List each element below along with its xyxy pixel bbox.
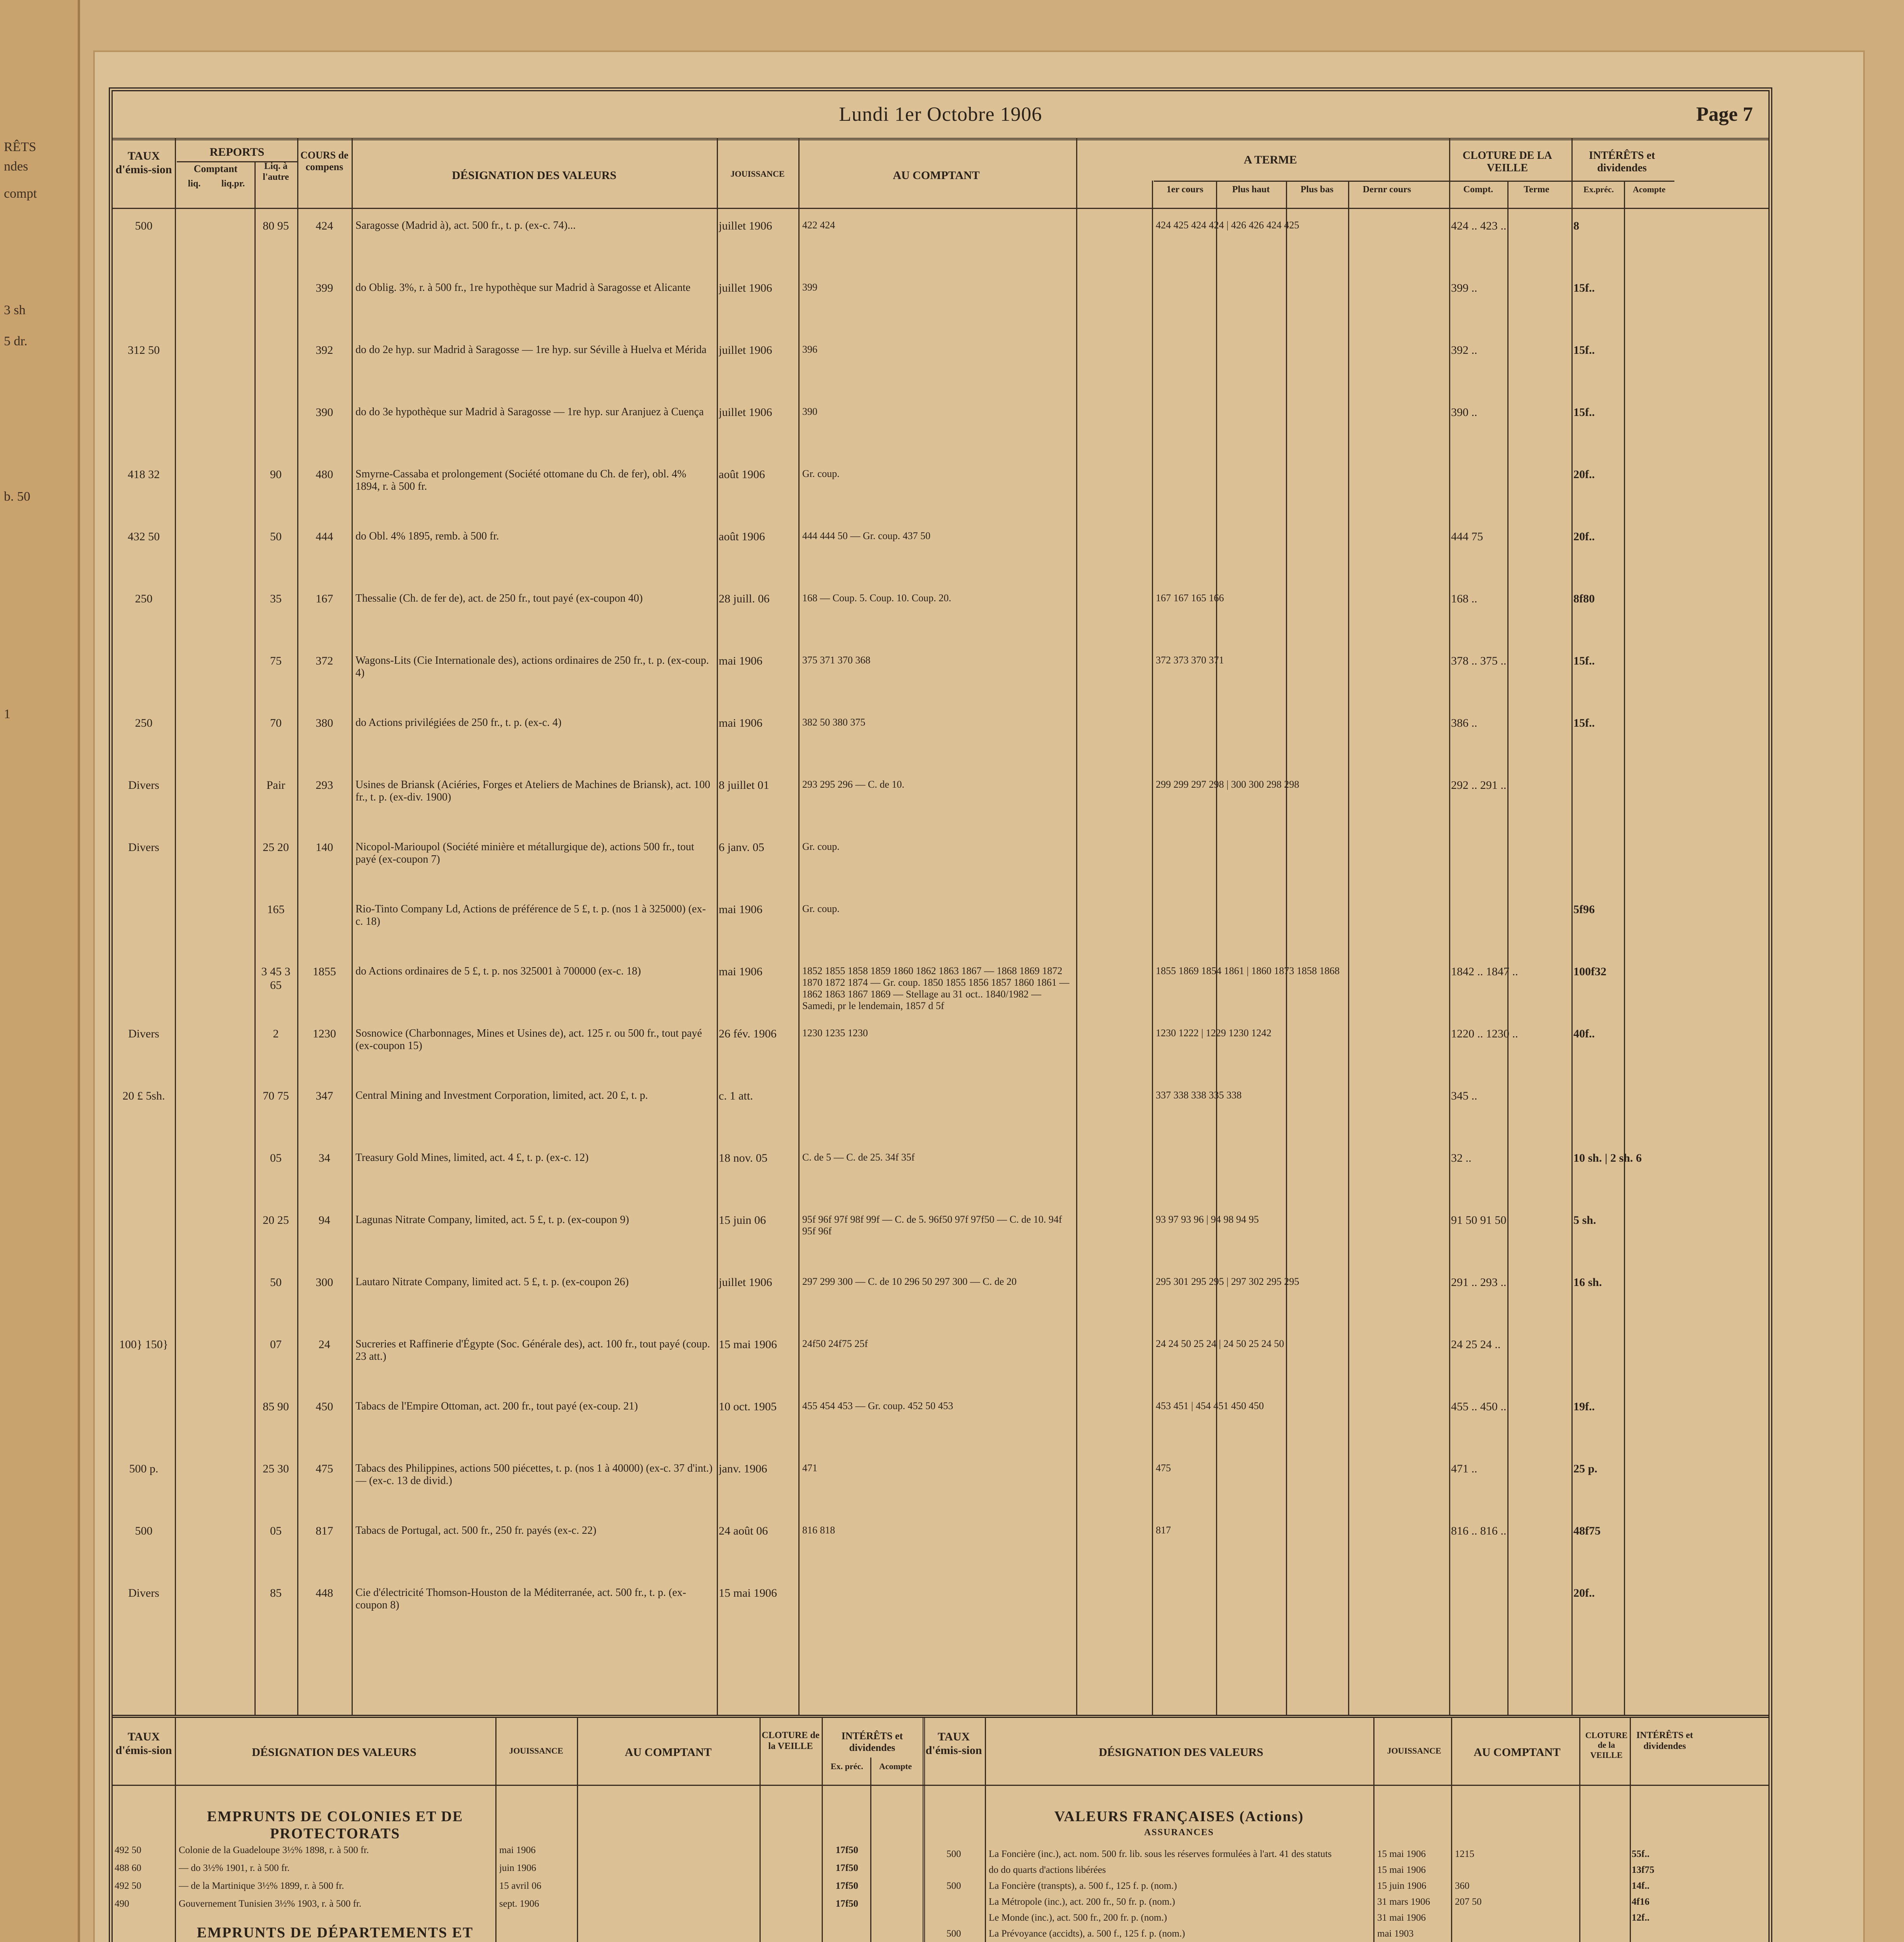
cell-int: 17f50	[835, 1881, 859, 1891]
cell-jouis: 31 mai 1906	[1377, 1912, 1426, 1923]
cell-liq: 2	[273, 1027, 279, 1040]
header-subrule	[1154, 181, 1453, 182]
cell-desig: La Métropole (inc.), act. 200 fr., 50 fr. p. (nom.)	[989, 1897, 1175, 1907]
cell-cours: 24	[319, 1338, 330, 1351]
cell-jouis: mai 1906	[719, 965, 763, 978]
cell-cours: 300	[315, 1276, 333, 1289]
cell-cloture: 471 ..	[1451, 1462, 1477, 1475]
bottom-col-header-cloture: CLOTURE de la VEILLE	[761, 1730, 820, 1751]
cell-jouis: 28 juill. 06	[719, 592, 770, 605]
col-rule	[1216, 181, 1217, 1715]
cell-taux: Divers	[128, 1027, 159, 1040]
cell-liq: 25 30	[263, 1462, 289, 1475]
cell-int: 25 p.	[1573, 1462, 1597, 1475]
cell-terme: 475	[1156, 1462, 1171, 1474]
cell-jouis: mai 1906	[499, 1845, 536, 1855]
cell-int: 17f50	[835, 1845, 859, 1855]
col-header-cloture: CLOTURE DE LA VEILLE	[1462, 150, 1552, 174]
cell-comptant: 293 295 296 — C. de 10.	[802, 779, 904, 790]
cell-jouis: c. 1 att.	[719, 1089, 753, 1102]
bottom-col-header-taux: TAUX d'émis-sion	[115, 1730, 172, 1757]
col-rule	[1451, 1717, 1452, 1942]
cell-liq: 35	[270, 592, 282, 605]
cell-cours: 94	[319, 1214, 330, 1227]
cell-cloture: 816 .. 816 ..	[1451, 1524, 1507, 1537]
cell-jouis: 31 mars 1906	[1377, 1897, 1430, 1907]
cell-terme: 1230 1222 | 1229 1230 1242	[1156, 1027, 1272, 1039]
cell-jouis: 26 fév. 1906	[719, 1027, 777, 1040]
cell-taux: Divers	[128, 841, 159, 854]
cell-cloture: 1842 .. 1847 ..	[1451, 965, 1518, 978]
cell-taux: 500	[946, 1881, 961, 1891]
cell-comptant: 24f50 24f75 25f	[802, 1338, 868, 1349]
cell-comptant: 360	[1455, 1881, 1470, 1891]
cell-jouis: 15 mai 1906	[719, 1338, 777, 1351]
bottom-col-header-ex-prec: Ex. préc.	[831, 1761, 863, 1771]
cell-taux: 490	[115, 1898, 129, 1909]
cell-desig: Lagunas Nitrate Company, limited, act. 5 £, t. p. (ex-coupon 9)	[355, 1214, 629, 1226]
cell-desig: Cie d'électricité Thomson-Houston de la Méditerranée, act. 500 fr., t. p. (ex-coupon 8)	[355, 1587, 686, 1611]
cell-comptant: 390	[802, 406, 817, 417]
cell-desig: do Obl. 4% 1895, remb. à 500 fr.	[355, 530, 499, 542]
cell-jouis: 6 janv. 05	[719, 841, 765, 854]
cell-liq: 70 75	[263, 1089, 289, 1102]
cell-desig: Wagons-Lits (Cie Internationale des), actions ordinaires de 250 fr., t. p. (ex-coup. 4)	[355, 654, 709, 679]
cell-liq: 80 95	[263, 219, 289, 232]
cell-comptant: 455 454 453 — Gr. coup. 452 50 453	[802, 1400, 953, 1411]
bottom-col-header-jouissance: JOUISSANCE	[509, 1746, 563, 1756]
cell-comptant: 816 818	[802, 1524, 835, 1536]
col-header-ex-prec: Ex.préc.	[1583, 184, 1614, 194]
prev-fragment: 1	[4, 707, 10, 721]
page-date: Lundi 1er Octobre 1906	[839, 103, 1042, 125]
cell-taux: 500	[946, 1849, 961, 1859]
cell-comptant: Gr. coup.	[802, 841, 840, 852]
col-header-dernier-cours: Dernr cours	[1362, 184, 1411, 195]
cell-terme: 1855 1869 1854 1861 | 1860 1873 1858 1868	[1156, 965, 1340, 976]
col-rule	[297, 138, 298, 1715]
cell-desig: La Foncière (inc.), act. nom. 500 fr. lib. sous les réserves formulées à l'art. 41 des statuts	[989, 1849, 1332, 1859]
cell-jouis: juillet 1906	[719, 282, 772, 294]
header-subrule	[1449, 181, 1674, 182]
cell-taux: Divers	[128, 779, 159, 792]
cell-cours: 380	[315, 717, 333, 729]
cell-desig: Colonie de la Guadeloupe 3½% 1898, r. à 500 fr.	[179, 1845, 369, 1855]
prev-fragment: compt	[4, 186, 37, 201]
cell-liq: 3 45 3 65	[261, 965, 291, 992]
col-header-cloture-terme: Terme	[1524, 184, 1549, 195]
col-header-reports-comptant: Comptant	[193, 163, 238, 174]
cell-taux: 312 50	[127, 344, 160, 357]
cell-desig: Gouvernement Tunisien 3½% 1903, r. à 500 fr.	[179, 1898, 362, 1909]
cell-int: 19f..	[1573, 1400, 1595, 1413]
cell-comptant: 471	[802, 1462, 817, 1474]
prev-fragment: 5 dr.	[4, 334, 28, 348]
cell-int: 15f..	[1573, 654, 1595, 667]
cell-jouis: 15 juin 1906	[1377, 1881, 1427, 1891]
cell-taux: Divers	[128, 1587, 159, 1599]
cell-desig: Smyrne-Cassaba et prolongement (Société ottomane du Ch. de fer), obl. 4% 1894, r. à 500 fr.	[355, 468, 686, 493]
cell-int: 15f..	[1573, 344, 1595, 357]
page-header	[113, 91, 1768, 140]
bottom-col-header-au-comptant: AU COMPTANT	[625, 1746, 712, 1759]
cell-cours: 424	[315, 219, 333, 232]
col-rule	[717, 138, 718, 1715]
col-rule	[1449, 138, 1450, 1715]
cell-cours: 475	[315, 1462, 333, 1475]
cell-taux: 432 50	[127, 530, 160, 543]
bottom-right-col-header-taux: TAUX d'émis-sion	[925, 1730, 982, 1757]
cell-jouis: août 1906	[719, 530, 765, 543]
cell-int: 20f..	[1573, 530, 1595, 543]
col-rule	[760, 1717, 761, 1942]
col-rule	[577, 1717, 578, 1942]
col-rule	[1630, 1717, 1631, 1942]
cell-taux: 492 50	[115, 1845, 141, 1855]
cell-jouis: sept. 1906	[499, 1898, 539, 1909]
col-rule	[254, 161, 256, 1715]
cell-comptant: Gr. coup.	[802, 903, 840, 914]
cell-cours: 293	[315, 779, 333, 792]
cell-desig: do do quarts d'actions libérées	[989, 1865, 1106, 1875]
cell-desig: La Foncière (transpts), a. 500 f., 125 f. p. (nom.)	[989, 1881, 1177, 1891]
col-rule	[175, 138, 176, 1715]
header-rule	[113, 208, 1768, 209]
col-rule	[175, 1717, 176, 1942]
section-title: VALEURS FRANÇAISES (Actions)	[1054, 1808, 1304, 1825]
cell-comptant: 1215	[1455, 1849, 1474, 1859]
cell-jouis: mai 1906	[719, 654, 763, 667]
cell-int: 15f..	[1573, 406, 1595, 419]
cell-comptant: 1230 1235 1230	[802, 1027, 868, 1039]
cell-liq: 85	[270, 1587, 282, 1599]
cell-int: 48f75	[1573, 1524, 1601, 1537]
cell-desig: Nicopol-Marioupol (Société minière et métallurgique de), actions 500 fr., tout payé (ex-coupon 7)	[355, 841, 694, 866]
col-rule	[1373, 1717, 1374, 1942]
bottom-col-header-designation: DÉSIGNATION DES VALEURS	[252, 1746, 416, 1759]
cell-terme: 295 301 295 295 | 297 302 295 295	[1156, 1276, 1300, 1287]
col-header-a-terme: A TERME	[1244, 153, 1297, 166]
cell-jouis: mai 1906	[719, 717, 763, 729]
cell-taux: 250	[135, 717, 153, 729]
cell-desig: do Oblig. 3%, r. à 500 fr., 1re hypothèque sur Madrid à Saragosse et Alicante	[355, 282, 691, 294]
cell-terme: 299 299 297 298 | 300 300 298 298	[1156, 779, 1300, 790]
cell-int: 20f..	[1573, 1587, 1595, 1599]
cell-terme: 167 167 165 166	[1156, 592, 1224, 604]
cell-cours: 347	[315, 1089, 333, 1102]
col-rule	[1579, 1717, 1580, 1942]
section-subtitle: ASSURANCES	[1144, 1827, 1214, 1838]
cell-desig: Le Monde (inc.), act. 500 fr., 200 fr. p. (nom.)	[989, 1912, 1167, 1923]
col-header-designation: DÉSIGNATION DES VALEURS	[452, 169, 617, 182]
col-header-reports-liq: liq.	[188, 179, 201, 189]
cell-desig: Treasury Gold Mines, limited, act. 4 £, t. p. (ex-c. 12)	[355, 1152, 589, 1164]
col-rule	[985, 1717, 986, 1942]
cell-comptant: 444 444 50 — Gr. coup. 437 50	[802, 530, 931, 541]
cell-cours: 1230	[313, 1027, 336, 1040]
cell-liq: 85 90	[263, 1400, 289, 1413]
cell-cloture: 1220 .. 1230 ..	[1451, 1027, 1518, 1040]
cell-jouis: 15 mai 1906	[1377, 1849, 1426, 1859]
page-frame	[109, 87, 1772, 1942]
cell-desig: — de la Martinique 3½% 1899, r. à 500 fr.	[179, 1881, 344, 1891]
cell-int: 12f..	[1632, 1912, 1650, 1923]
prev-fragment: 3 sh	[4, 303, 26, 317]
cell-int: 17f50	[835, 1863, 859, 1873]
cell-cloture: 32 ..	[1451, 1152, 1472, 1164]
cell-taux: 250	[135, 592, 153, 605]
cell-int: 10 sh. | 2 sh. 6	[1573, 1152, 1642, 1164]
cell-cloture: 390 ..	[1451, 406, 1477, 419]
cell-cours: 140	[315, 841, 333, 854]
prev-fragment: b. 50	[4, 489, 30, 504]
cell-cours: 817	[315, 1524, 333, 1537]
col-rule	[1152, 181, 1153, 1715]
cell-cours: 399	[315, 282, 333, 294]
cell-desig: do Actions ordinaires de 5 £, t. p. nos 325001 à 700000 (ex-c. 18)	[355, 965, 641, 977]
cell-liq: 75	[270, 654, 282, 667]
col-header-plus-haut: Plus haut	[1232, 184, 1270, 195]
cell-cloture: 399 ..	[1451, 282, 1477, 294]
cell-desig: Tabacs des Philippines, actions 500 piécettes, t. p. (nos 1 à 40000) (ex-c. 37 d'int.) — (ex-c. 13 de divid.)	[355, 1462, 713, 1487]
bottom-right-col-header-au-comptant: AU COMPTANT	[1474, 1746, 1561, 1759]
cell-int: 40f..	[1573, 1027, 1595, 1040]
cell-cloture: 345 ..	[1451, 1089, 1477, 1102]
col-header-au-comptant: AU COMPTANT	[893, 169, 980, 182]
cell-cloture: 91 50 91 50	[1451, 1214, 1507, 1227]
cell-comptant: 375 371 370 368	[802, 654, 871, 666]
cell-desig: La Prévoyance (accidts), a. 500 f., 125 f. p. (nom.)	[989, 1928, 1185, 1939]
cell-terme: 817	[1156, 1524, 1171, 1536]
cell-desig: Lautaro Nitrate Company, limited act. 5 £, t. p. (ex-coupon 26)	[355, 1276, 629, 1288]
cell-terme: 372 373 370 371	[1156, 654, 1224, 666]
cell-cours: 1855	[313, 965, 336, 978]
bottom-right-col-header-interets: INTÉRÊTS et dividendes	[1636, 1730, 1693, 1751]
col-header-acompte: Acompte	[1632, 184, 1666, 194]
cell-jouis: janv. 1906	[719, 1462, 767, 1475]
cell-comptant: 297 299 300 — C. de 10 296 50 297 300 — C. de 20	[802, 1276, 1017, 1287]
cell-int: 20f..	[1573, 468, 1595, 481]
prev-fragment: RÊTS	[4, 140, 37, 154]
cell-jouis: 15 juin 06	[719, 1214, 766, 1227]
cell-liq: 20 25	[263, 1214, 289, 1227]
col-header-taux: TAUX d'émis-sion	[115, 150, 172, 176]
col-rule	[1286, 181, 1287, 1715]
cell-terme: 453 451 | 454 451 450 450	[1156, 1400, 1264, 1411]
header-subrule	[177, 161, 297, 162]
cell-cloture: 291 .. 293 ..	[1451, 1276, 1507, 1289]
cell-liq: 05	[270, 1524, 282, 1537]
cell-desig: Central Mining and Investment Corporation, limited, act. 20 £, t. p.	[355, 1089, 648, 1102]
cell-jouis: 10 oct. 1905	[719, 1400, 777, 1413]
previous-page-edge	[0, 0, 80, 1942]
cell-jouis: juillet 1906	[719, 219, 772, 232]
cell-desig: Rio-Tinto Company Ld, Actions de préférence de 5 £, t. p. (nos 1 à 325000) (ex-c. 18)	[355, 903, 706, 928]
bottom-header-rule	[113, 1785, 1768, 1786]
cell-liq: 50	[270, 1276, 282, 1289]
bottom-col-header-acompte: Acompte	[879, 1761, 912, 1771]
cell-cloture: 168 ..	[1451, 592, 1477, 605]
cell-cours: 444	[315, 530, 333, 543]
cell-comptant: 399	[802, 282, 817, 293]
section-title: EMPRUNTS DE DÉPARTEMENTS ET	[197, 1925, 474, 1941]
cell-cloture: 424 .. 423 ..	[1451, 219, 1507, 232]
cell-cloture: 378 .. 375 ..	[1451, 654, 1507, 667]
col-rule	[495, 1717, 496, 1942]
cell-cloture: 292 .. 291 ..	[1451, 779, 1507, 792]
cell-terme: 337 338 338 335 338	[1156, 1089, 1242, 1101]
cell-desig: Usines de Briansk (Aciéries, Forges et Ateliers de Machines de Briansk), act. 100 fr., t. p. (ex-div. 1900)	[355, 779, 711, 804]
cell-int: 4f16	[1632, 1897, 1650, 1907]
col-header-reports-liqpr: liq.pr.	[221, 179, 245, 189]
col-header-cours-compens: COURS de compens	[300, 150, 348, 172]
cell-int: 8	[1573, 219, 1579, 232]
cell-taux: 500 p.	[129, 1462, 159, 1475]
col-rule	[352, 138, 353, 1715]
cell-jouis: 15 mai 1906	[719, 1587, 777, 1599]
cell-taux: 500	[135, 1524, 153, 1537]
cell-comptant: 1852 1855 1858 1859 1860 1862 1863 1867 — 1868 1869 1872 1870 1872 1874 — Gr. coup. 1850 1855 1856 1857 1860 1861 — 1862 1863 1867 1869 — Stellage au 31 oct.. 1840/1982 — Samedi, pr le lendemain, 1857 d 5f	[802, 965, 1070, 1011]
col-rule	[822, 1717, 823, 1942]
cell-liq: 25 20	[263, 841, 289, 854]
cell-cours: 480	[315, 468, 333, 481]
cell-cours: 448	[315, 1587, 333, 1599]
cell-terme: 93 97 93 96 | 94 98 94 95	[1156, 1214, 1259, 1225]
cell-comptant: 95f 96f 97f 98f 99f — C. de 5. 96f50 97f 97f50 — C. de 10. 94f 95f 96f	[802, 1214, 1062, 1237]
cell-taux: 492 50	[115, 1881, 141, 1891]
cell-comptant: 382 50 380 375	[802, 717, 866, 728]
page-number: Page 7	[1696, 103, 1753, 125]
cell-liq: 07	[270, 1338, 282, 1351]
col-header-interets: INTÉRÊTS et dividendes	[1589, 150, 1655, 174]
cell-cloture: 392 ..	[1451, 344, 1477, 357]
cell-terme: 24 24 50 25 24 | 24 50 25 24 50	[1156, 1338, 1284, 1349]
cell-liq: 50	[270, 530, 282, 543]
col-rule	[1348, 181, 1349, 1715]
cell-cours: 392	[315, 344, 333, 357]
cell-liq: 05	[270, 1152, 282, 1164]
cell-cours: 34	[319, 1152, 330, 1164]
cell-int: 100f32	[1573, 965, 1606, 978]
cell-jouis: 24 août 06	[719, 1524, 768, 1537]
cell-cloture: 455 .. 450 ..	[1451, 1400, 1507, 1413]
cell-comptant: 207 50	[1455, 1897, 1482, 1907]
section-title: EMPRUNTS DE COLONIES ET DE PROTECTORATS	[207, 1808, 463, 1842]
cell-desig: — do 3½% 1901, r. à 500 fr.	[179, 1863, 290, 1873]
col-rule	[798, 138, 800, 1715]
cell-jouis: 18 nov. 05	[719, 1152, 768, 1164]
cell-cloture: 386 ..	[1451, 717, 1477, 729]
bottom-right-col-header-designation: DÉSIGNATION DES VALEURS	[1099, 1746, 1263, 1759]
cell-cours: 167	[315, 592, 333, 605]
bottom-right-col-header-cloture: CLOTURE de la VEILLE	[1585, 1730, 1628, 1760]
cell-liq: 165	[267, 903, 285, 916]
cell-int: 13f75	[1632, 1865, 1655, 1875]
cell-int: 17f50	[835, 1898, 859, 1909]
cell-jouis: 15 mai 1906	[1377, 1865, 1426, 1875]
section-separator	[113, 1715, 1768, 1718]
cell-taux: 488 60	[115, 1863, 141, 1873]
cell-desig: Thessalie (Ch. de fer de), act. de 250 fr., tout payé (ex-coupon 40)	[355, 592, 643, 604]
cell-jouis: août 1906	[719, 468, 765, 481]
cell-taux: 500	[946, 1928, 961, 1939]
cell-taux: 418 32	[127, 468, 160, 481]
cell-int: 15f..	[1573, 717, 1595, 729]
cell-comptant: 422 424	[802, 219, 835, 231]
cell-cours: 390	[315, 406, 333, 419]
cell-comptant: Gr. coup.	[802, 468, 840, 479]
cell-jouis: juillet 1906	[719, 406, 772, 419]
col-header-liq-autre: Liq. à l'autre	[263, 161, 289, 182]
cell-desig: do Actions privilégiées de 250 fr., t. p. (ex-c. 4)	[355, 717, 562, 729]
cell-int: 5f96	[1573, 903, 1595, 916]
cell-desig: do do 3e hypothèque sur Madrid à Saragosse — 1re hyp. sur Aranjuez à Cuença	[355, 406, 704, 418]
prev-fragment: ndes	[4, 159, 28, 174]
cell-jouis: mai 1903	[1377, 1928, 1414, 1939]
cell-desig: Sucreries et Raffinerie d'Égypte (Soc. Générale des), act. 100 fr., tout payé (coup. 23 att.)	[355, 1338, 710, 1363]
cell-int: 8f80	[1573, 592, 1595, 605]
col-header-1er-cours: 1er cours	[1166, 184, 1204, 195]
col-rule	[1076, 138, 1077, 1715]
cell-int: 15f..	[1573, 282, 1595, 294]
cell-desig: Sosnowice (Charbonnages, Mines et Usines de), act. 125 r. ou 500 fr., tout payé (ex-coupon 15)	[355, 1027, 702, 1052]
cell-comptant: C. de 5 — C. de 25. 34f 35f	[802, 1152, 915, 1163]
cell-desig: Saragosse (Madrid à), act. 500 fr., t. p. (ex-c. 74)...	[355, 219, 576, 231]
cell-cours: 372	[315, 654, 333, 667]
col-header-cloture-compt: Compt.	[1463, 184, 1493, 195]
col-rule	[923, 1717, 925, 1942]
cell-cloture: 444 75	[1451, 530, 1483, 543]
cell-jouis: juin 1906	[499, 1863, 537, 1873]
cell-jouis: juillet 1906	[719, 1276, 772, 1289]
col-rule	[1571, 138, 1573, 1715]
cell-int: 5 sh.	[1573, 1214, 1596, 1227]
cell-desig: do do 2e hyp. sur Madrid à Saragosse — 1re hyp. sur Séville à Huelva et Mérida	[355, 344, 707, 356]
cell-desig: Tabacs de l'Empire Ottoman, act. 200 fr., tout payé (ex-coup. 21)	[355, 1400, 638, 1412]
cell-liq: 90	[270, 468, 282, 481]
col-header-jouissance: JOUISSANCE	[730, 169, 785, 179]
cell-int: 14f..	[1632, 1881, 1650, 1891]
cell-taux: 20 £ 5sh.	[122, 1089, 165, 1102]
col-header-plus-bas: Plus bas	[1300, 184, 1334, 195]
cell-comptant: 396	[802, 344, 817, 355]
cell-jouis: 15 avril 06	[499, 1881, 542, 1891]
cell-jouis: juillet 1906	[719, 344, 772, 357]
cell-jouis: mai 1906	[719, 903, 763, 916]
cell-int: 16 sh.	[1573, 1276, 1602, 1289]
cell-taux: 500	[135, 219, 153, 232]
cell-int: 55f..	[1632, 1849, 1650, 1859]
cell-terme: 424 425 424 424 | 426 426 424 425	[1156, 219, 1300, 231]
cell-desig: Tabacs de Portugal, act. 500 fr., 250 fr. payés (ex-c. 22)	[355, 1524, 597, 1537]
cell-cloture: 24 25 24 ..	[1451, 1338, 1501, 1351]
cell-jouis: 8 juillet 01	[719, 779, 769, 792]
bottom-col-header-interets: INTÉRÊTS et dividendes	[841, 1730, 903, 1753]
cell-liq: 70	[270, 717, 282, 729]
bottom-right-col-header-jouissance: JOUISSANCE	[1387, 1746, 1441, 1756]
cell-comptant: 168 — Coup. 5. Coup. 10. Coup. 20.	[802, 592, 951, 604]
cell-liq: Pair	[266, 779, 286, 792]
col-header-reports: REPORTS	[209, 146, 265, 158]
cell-taux: 100} 150}	[119, 1338, 169, 1351]
cell-cours: 450	[315, 1400, 333, 1413]
col-rule	[870, 1758, 871, 1942]
